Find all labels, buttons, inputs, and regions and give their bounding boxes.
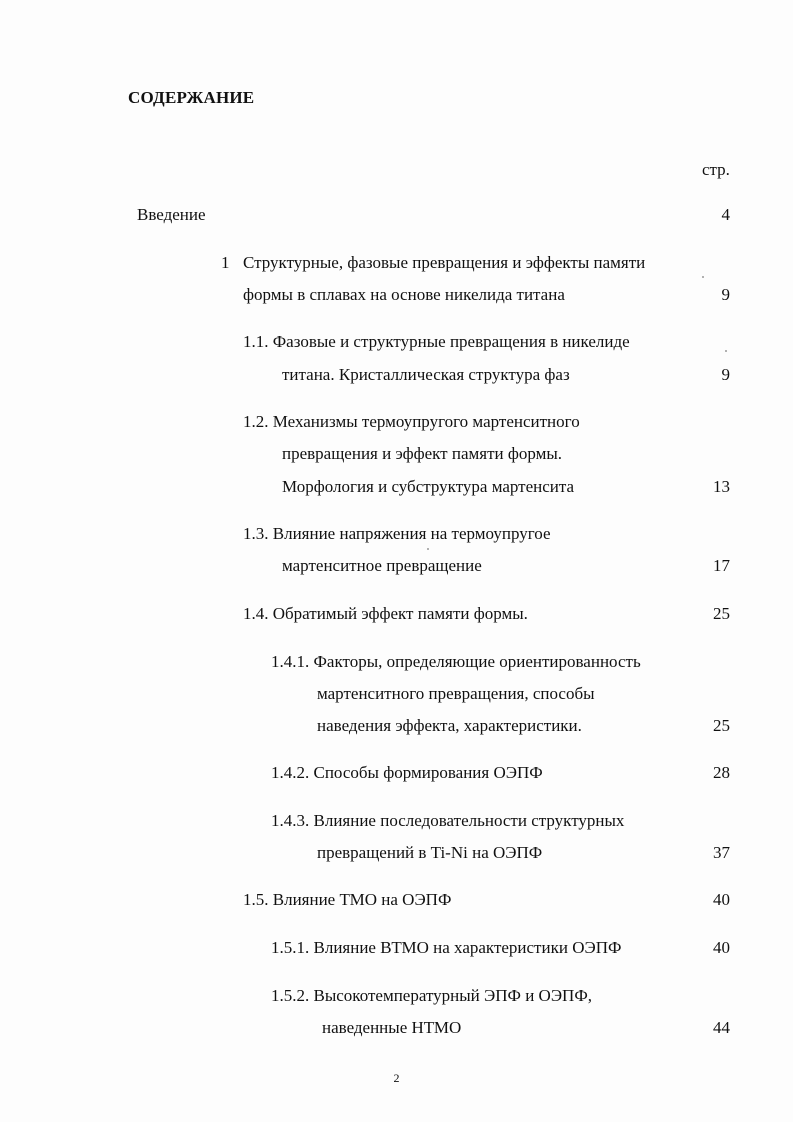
toc-entry-1-3-line2: мартенситное превращение <box>282 556 482 575</box>
toc-entry-1-4-3-line1: 1.4.3. Влияние последовательности структурных <box>271 811 625 830</box>
toc-entry-1-1-line1: 1.1. Фазовые и структурные превращения в никелиде <box>243 332 630 351</box>
toc-page-1-5-2: 44 <box>713 1018 730 1037</box>
page-number: 2 <box>393 1071 400 1085</box>
toc-page-1-1: 9 <box>721 365 730 384</box>
toc-entry-1-5-2-line2: наведенные НТМО <box>322 1018 462 1037</box>
toc-page-1-3: 17 <box>713 556 730 575</box>
toc-entry-1-number: 1 <box>221 253 230 272</box>
toc-entry-1-4-2-line1: 1.4.2. Способы формирования ОЭПФ <box>271 763 543 782</box>
toc-entry-1-1-line2: титана. Кристаллическая структура фаз <box>282 365 570 384</box>
toc-entry-1-4-1-line3: наведения эффекта, характеристики. <box>317 716 582 735</box>
toc-entry-intro: Введение <box>137 205 206 224</box>
toc-page-1-5: 40 <box>713 890 730 909</box>
toc-entry-1-2-line2: превращения и эффект памяти формы. <box>282 444 563 463</box>
toc-entry-1-line2: формы в сплавах на основе никелида титана <box>243 285 565 304</box>
toc-page-1-5-1: 40 <box>713 938 730 957</box>
toc-entry-1-line1: Структурные, фазовые превращения и эффекты памяти <box>243 253 646 272</box>
page-column-label: стр. <box>702 160 730 179</box>
toc-entry-1-4-1-line1: 1.4.1. Факторы, определяющие ориентированность <box>271 652 641 671</box>
scan-speck <box>725 350 727 352</box>
toc-entry-1-4-line1: 1.4. Обратимый эффект памяти формы. <box>243 604 528 623</box>
page-title: СОДЕРЖАНИЕ <box>128 88 255 107</box>
toc-page-1: 9 <box>721 285 730 304</box>
toc-page-1-4: 25 <box>713 604 730 623</box>
toc-page-1-2: 13 <box>713 477 730 496</box>
scan-speck <box>702 276 704 278</box>
toc-entry-1-2-line3: Морфология и субструктура мартенсита <box>282 477 575 496</box>
toc-entry-1-5-line1: 1.5. Влияние ТМО на ОЭПФ <box>243 890 452 909</box>
toc-entry-1-4-1-line2: мартенситного превращения, способы <box>317 684 595 703</box>
toc-page-1-4-2: 28 <box>713 763 730 782</box>
toc-page-intro: 4 <box>721 205 730 224</box>
toc-page-1-4-3: 37 <box>713 843 730 862</box>
toc-entry-1-5-1-line1: 1.5.1. Влияние ВТМО на характеристики ОЭПФ <box>271 938 622 957</box>
toc-entry-1-3-line1: 1.3. Влияние напряжения на термоупругое <box>243 524 551 543</box>
scan-speck <box>427 548 429 550</box>
toc-entry-1-5-2-line1: 1.5.2. Высокотемпературный ЭПФ и ОЭПФ, <box>271 986 593 1005</box>
toc-entry-1-2-line1: 1.2. Механизмы термоупругого мартенситного <box>243 412 580 431</box>
toc-page-1-4-1: 25 <box>713 716 730 735</box>
toc-entry-1-4-3-line2: превращений в Ti-Ni на ОЭПФ <box>317 843 543 862</box>
